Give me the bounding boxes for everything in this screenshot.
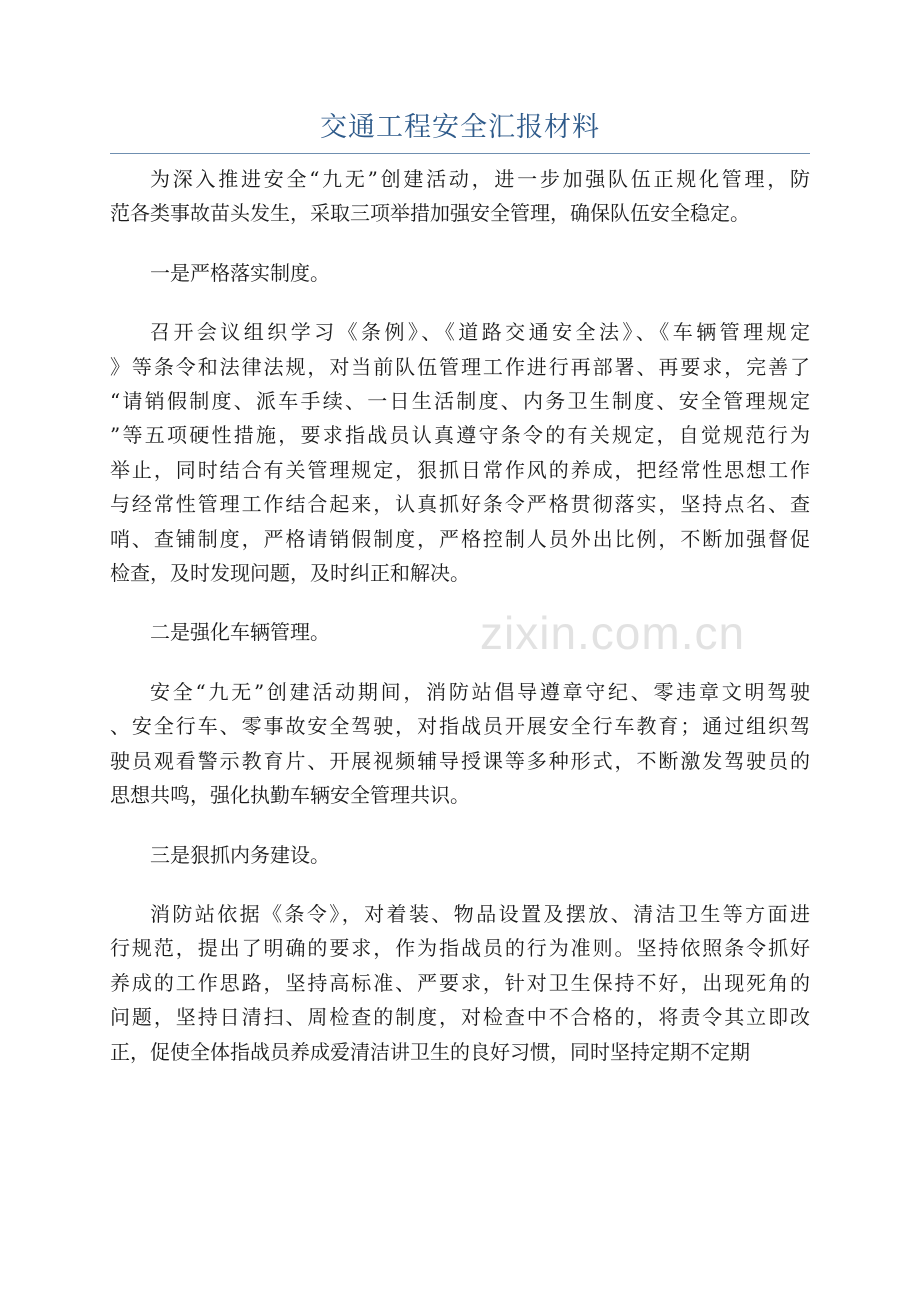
paragraph-line: 养成的工作思路，坚持高标准、严要求，针对卫生保持不好，出现死角的	[110, 970, 810, 995]
paragraph-line: 召开会议组织学习《条例》、《道路交通安全法》、《车辆管理规定	[150, 320, 810, 345]
paragraph-line: 》等条令和法律法规，对当前队伍管理工作进行再部署、再要求，完善了	[110, 354, 810, 379]
paragraph-line: 消防站依据《条令》，对着装、物品设置及摆放、清洁卫生等方面进	[150, 901, 810, 926]
paragraph-line: 范各类事故苗头发生，采取三项举措加强安全管理，确保队伍安全稳定。	[110, 201, 750, 226]
document-body	[110, 162, 810, 1094]
paragraph-line: 思想共鸣，强化执勤车辆安全管理共识。	[110, 783, 470, 808]
paragraph-line: 、安全行车、零事故安全驾驶，对指战员开展安全行车教育；通过组织驾	[110, 714, 810, 739]
title-underline	[110, 153, 810, 154]
paragraph-line: 三是狠抓内务建设。	[150, 842, 330, 867]
paragraph	[110, 162, 810, 231]
paragraph-line: 哨、查铺制度，严格请销假制度，严格控制人员外出比例，不断加强督促	[110, 526, 810, 551]
document-title: 交通工程安全汇报材料	[320, 112, 600, 143]
paragraph-line: 安全“九无”创建活动期间，消防站倡导遵章守纪、零违章文明驾驶	[150, 679, 810, 704]
paragraph-line: 为深入推进安全“九无”创建活动，进一步加强队伍正规化管理，防	[150, 167, 810, 191]
paragraph-line: “请销假制度、派车手续、一日生活制度、内务卫生制度、安全管理规定	[110, 389, 810, 414]
paragraph	[110, 897, 810, 1069]
paragraph-line: ”等五项硬性措施，要求指战员认真遵守条令的有关规定，自觉规范行为	[110, 423, 810, 448]
paragraph-line: 行规范，提出了明确的要求，作为指战员的行为准则。坚持依照条令抓好	[110, 936, 810, 961]
paragraph-line: 问题，坚持日清扫、周检查的制度，对检查中不合格的，将责令其立即改	[110, 1005, 810, 1030]
paragraph	[110, 838, 810, 872]
paragraph-line: 二是强化车辆管理。	[150, 620, 330, 645]
paragraph-line: 检查，及时发现问题，及时纠正和解决。	[110, 561, 470, 586]
paragraph	[110, 315, 810, 590]
watermark: zixin.com.cn	[480, 607, 746, 659]
paragraph	[110, 615, 810, 649]
paragraph-line: 正，促使全体指战员养成爱清洁讲卫生的良好习惯，同时坚持定期不定期	[110, 1039, 750, 1064]
paragraph-line: 驶员观看警示教育片、开展视频辅导授课等多种形式，不断激发驾驶员的	[110, 748, 810, 773]
paragraph-line: 与经常性管理工作结合起来，认真抓好条令严格贯彻落实，坚持点名、查	[110, 492, 810, 517]
paragraph	[110, 256, 810, 290]
paragraph-line: 一是严格落实制度。	[150, 260, 330, 285]
paragraph-line: 举止，同时结合有关管理规定，狠抓日常作风的养成，把经常性思想工作	[110, 457, 810, 482]
paragraph	[110, 675, 810, 813]
